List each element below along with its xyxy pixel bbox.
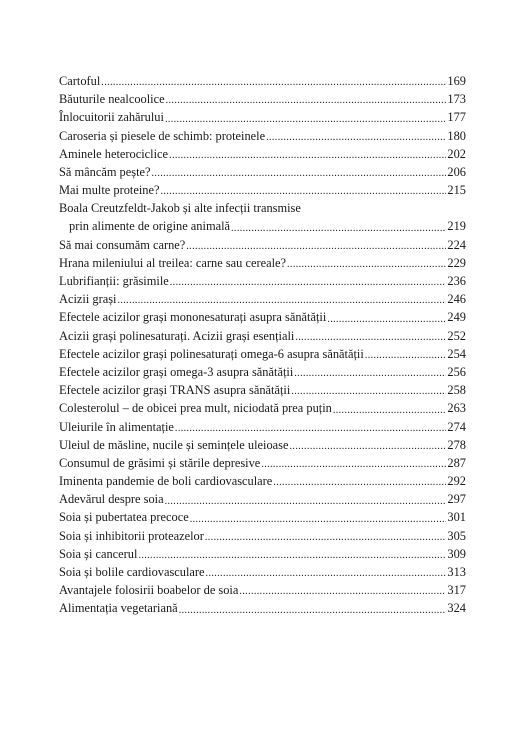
dot-leader xyxy=(291,381,446,399)
dot-leader xyxy=(169,145,446,163)
dot-leader xyxy=(261,454,446,472)
toc-entry xyxy=(59,527,466,545)
toc-entry xyxy=(59,399,466,417)
dot-leader xyxy=(239,581,446,599)
toc-entry-page: 229 xyxy=(447,255,466,270)
toc-entry xyxy=(59,308,466,326)
toc-entry-page: 292 xyxy=(447,474,466,489)
dot-leader xyxy=(327,308,446,326)
toc-entry xyxy=(59,236,466,254)
toc-entry-title: Să mai consumăm carne? xyxy=(59,237,186,252)
toc-entry-page: 206 xyxy=(447,164,466,179)
toc-entry xyxy=(59,599,466,617)
toc-entry-title: Înlocuitorii zahărului xyxy=(59,110,164,125)
toc-entry xyxy=(59,163,466,181)
toc-entry-page: 202 xyxy=(447,146,466,161)
toc-entry-title: Efectele acizilor grași omega-3 asupra sănătății xyxy=(59,364,294,379)
toc-entry-page: 219 xyxy=(447,219,466,234)
toc-entry-title: Consumul de grăsimi și stările depresive xyxy=(59,455,261,470)
toc-entry-page: 254 xyxy=(447,346,466,361)
toc-entry-title: Să mâncăm pește? xyxy=(59,164,151,179)
toc-entry xyxy=(59,563,466,581)
toc-entry-title: Colesterolul – de obicei prea mult, niciodată prea puțin xyxy=(59,401,332,416)
toc-entry-page: 305 xyxy=(447,528,466,543)
toc-entry-page: 256 xyxy=(447,364,466,379)
dot-leader xyxy=(273,472,446,490)
toc-entry-title: Cartoful xyxy=(59,73,101,88)
dot-leader xyxy=(179,599,447,617)
toc-entry xyxy=(59,363,466,381)
toc-entry xyxy=(59,381,466,399)
toc-entry-page: 252 xyxy=(447,328,466,343)
toc-entry-page: 224 xyxy=(447,237,466,252)
toc-entry-title: Efectele acizilor grași polinesaturați omega-6 asupra sănătății xyxy=(59,346,364,361)
toc-entry-title: Iminenta pandemie de boli cardiovasculare xyxy=(59,474,273,489)
toc-entry-page: 180 xyxy=(447,128,466,143)
toc-entry-page: 215 xyxy=(447,183,466,198)
toc-entry-page: 297 xyxy=(447,492,466,507)
toc-entry xyxy=(59,108,466,126)
toc-entry xyxy=(59,90,466,108)
dot-leader xyxy=(160,181,446,199)
table-of-contents xyxy=(59,72,466,618)
toc-entry xyxy=(59,127,466,145)
dot-leader xyxy=(266,127,446,145)
dot-leader xyxy=(290,436,447,454)
toc-entry-title: Acizii grași polinesaturați. Acizii grași esențiali xyxy=(59,328,295,343)
toc-entry xyxy=(59,345,466,363)
toc-entry-title: Mai multe proteine? xyxy=(59,183,160,198)
toc-entry-page: 309 xyxy=(447,546,466,561)
dot-leader xyxy=(205,527,447,545)
toc-entry-title: Alimentația vegetariană xyxy=(59,601,178,616)
toc-entry xyxy=(59,436,466,454)
toc-entry xyxy=(59,581,466,599)
toc-entry-title: Caroseria și piesele de schimb: proteinele xyxy=(59,128,266,143)
toc-entry-page: 274 xyxy=(447,419,466,434)
dot-leader xyxy=(206,563,447,581)
toc-entry xyxy=(59,199,466,235)
toc-entry-title: Uleiul de măsline, nucile și semințele uleioase xyxy=(59,437,289,452)
toc-entry-title: Efectele acizilor grași mononesaturați asupra sănătății xyxy=(59,310,327,325)
dot-leader xyxy=(101,72,446,90)
toc-entry-title: Soia și pubertatea precoce xyxy=(59,510,189,525)
dot-leader xyxy=(287,254,446,272)
toc-entry xyxy=(59,254,466,272)
dot-leader xyxy=(295,327,446,345)
toc-entry-page: 177 xyxy=(447,110,466,125)
toc-entry xyxy=(59,545,466,563)
toc-entry-page: 258 xyxy=(447,383,466,398)
dot-leader xyxy=(117,290,446,308)
toc-entry-title: Soia și cancerul xyxy=(59,546,138,561)
dot-leader xyxy=(190,509,447,527)
toc-entry-title-line2: prin alimente de origine animală xyxy=(69,219,231,234)
toc-entry xyxy=(59,290,466,308)
dot-leader xyxy=(165,108,446,126)
dot-leader xyxy=(165,490,447,508)
toc-entry xyxy=(59,454,466,472)
toc-entry-title: Băuturile nealcoolice xyxy=(59,92,165,107)
toc-entry xyxy=(59,418,466,436)
toc-entry-title: Avantajele folosirii boabelor de soia xyxy=(59,583,239,598)
toc-entry xyxy=(59,72,466,90)
toc-entry-title: Acizii grași xyxy=(59,292,117,307)
toc-entry-page: 263 xyxy=(447,401,466,416)
toc-entry xyxy=(59,327,466,345)
toc-entry-title: Lubrifianții: grăsimile xyxy=(59,274,169,289)
dot-leader xyxy=(152,163,447,181)
toc-entry-page: 236 xyxy=(447,274,466,289)
toc-entry xyxy=(59,490,466,508)
toc-entry-page: 301 xyxy=(447,510,466,525)
toc-entry-title-line1: Boala Creutzfeldt-Jakob și alte infecții transmise xyxy=(59,201,301,216)
toc-entry-page: 317 xyxy=(447,583,466,598)
dot-leader xyxy=(294,363,446,381)
toc-entry-page: 246 xyxy=(447,292,466,307)
toc-entry-page: 287 xyxy=(447,455,466,470)
toc-entry-title: Soia și bolile cardiovasculare xyxy=(59,565,205,580)
toc-entry-title: Aminele heterociclice xyxy=(59,146,169,161)
dot-leader xyxy=(186,236,446,254)
toc-entry xyxy=(59,181,466,199)
dot-leader xyxy=(138,545,446,563)
toc-entry-title: Soia și inhibitorii proteazelor xyxy=(59,528,204,543)
toc-entry-title: Efectele acizilor grași TRANS asupra sănătății xyxy=(59,383,291,398)
toc-entry-page: 278 xyxy=(447,437,466,452)
toc-entry-page: 249 xyxy=(447,310,466,325)
toc-entry-title: Hrana mileniului al treilea: carne sau cereale? xyxy=(59,255,287,270)
dot-leader xyxy=(175,418,446,436)
toc-entry xyxy=(59,472,466,490)
toc-entry xyxy=(59,145,466,163)
dot-leader xyxy=(166,90,447,108)
toc-entry xyxy=(59,272,466,290)
toc-entry-title: Adevărul despre soia xyxy=(59,492,164,507)
dot-leader xyxy=(170,272,447,290)
dot-leader xyxy=(365,345,447,363)
toc-entry xyxy=(59,509,466,527)
dot-leader xyxy=(231,218,446,236)
toc-entry-page: 324 xyxy=(447,601,466,616)
toc-entry-title: Uleiurile în alimentație xyxy=(59,419,174,434)
toc-entry-page: 169 xyxy=(447,73,466,88)
toc-entry-page: 313 xyxy=(447,565,466,580)
toc-entry-page: 173 xyxy=(447,92,466,107)
dot-leader xyxy=(333,399,447,417)
